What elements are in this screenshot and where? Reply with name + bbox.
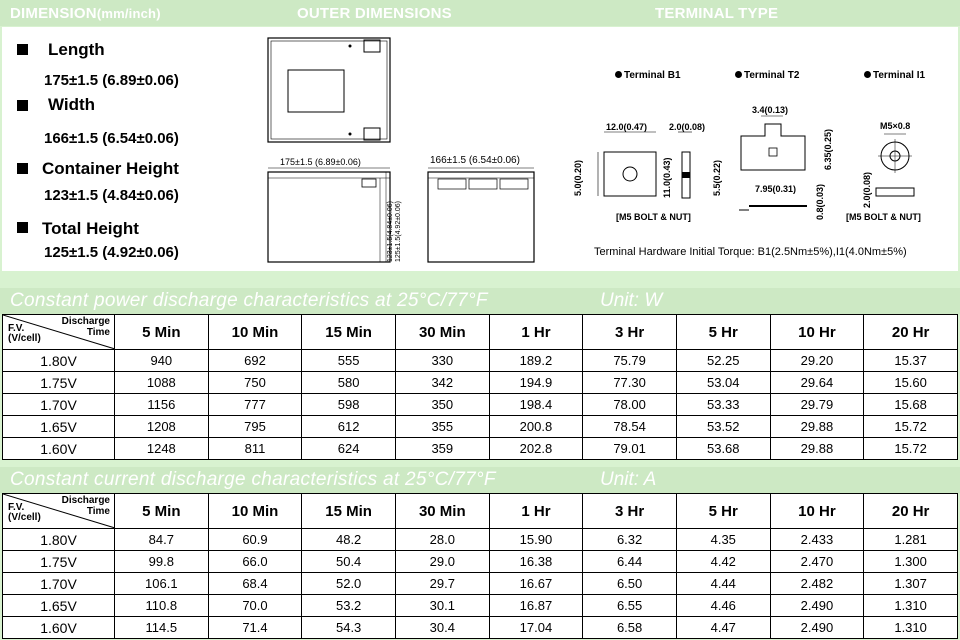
value-cell: 52.0 [302, 573, 396, 595]
terminal-t2-drawing [735, 100, 845, 220]
bullet-square-icon [17, 222, 28, 233]
value-cell: 2.482 [770, 573, 864, 595]
torque-note: Terminal Hardware Initial Torque: B1(2.5Nm±5%),I1(4.0Nm±5%) [594, 246, 907, 258]
total-height-value: 125±1.5 (4.92±0.06) [44, 244, 179, 261]
column-header: 5 Min [115, 315, 209, 350]
value-cell: 78.00 [583, 394, 677, 416]
container-height-label: Container Height [42, 159, 179, 178]
table-corner-cell [3, 315, 115, 350]
column-header: 15 Min [302, 315, 396, 350]
value-cell: 84.7 [115, 529, 209, 551]
value-cell: 16.67 [489, 573, 583, 595]
table-row [3, 595, 958, 617]
power-section-title: Constant power discharge characteristics at 25°C/77°F [10, 290, 488, 311]
value-cell: 15.37 [864, 350, 958, 372]
corner-discharge-label: Discharge [61, 495, 110, 506]
value-cell: 624 [302, 438, 396, 460]
final-voltage-cell: 1.75V [3, 372, 115, 394]
value-cell: 60.9 [208, 529, 302, 551]
column-header: 30 Min [395, 494, 489, 529]
terminal-i1-drawing [846, 116, 956, 228]
value-cell: 330 [395, 350, 489, 372]
corner-fv-unit: (V/cell) [8, 512, 41, 523]
value-cell: 79.01 [583, 438, 677, 460]
corner-time-label: Time [86, 327, 110, 338]
value-cell: 66.0 [208, 551, 302, 573]
value-cell: 29.7 [395, 573, 489, 595]
value-cell: 29.88 [770, 438, 864, 460]
column-header: 20 Hr [864, 494, 958, 529]
value-cell: 811 [208, 438, 302, 460]
dimension-heading [10, 5, 161, 22]
value-cell: 29.79 [770, 394, 864, 416]
corner-fv-label [8, 503, 41, 523]
table-row [3, 394, 958, 416]
column-header: 20 Hr [864, 315, 958, 350]
value-cell: 940 [115, 350, 209, 372]
value-cell: 612 [302, 416, 396, 438]
value-cell: 53.2 [302, 595, 396, 617]
column-header: 5 Min [115, 494, 209, 529]
value-cell: 4.42 [676, 551, 770, 573]
total-height-label: Total Height [42, 219, 139, 238]
terminal-b1-drawing [570, 118, 735, 228]
value-cell: 350 [395, 394, 489, 416]
bullet-dot-icon [864, 71, 871, 78]
value-cell: 1.310 [864, 595, 958, 617]
value-cell: 106.1 [115, 573, 209, 595]
container-height-value: 123±1.5 (4.84±0.06) [44, 187, 179, 204]
value-cell: 355 [395, 416, 489, 438]
value-cell: 750 [208, 372, 302, 394]
value-cell: 342 [395, 372, 489, 394]
column-header: 1 Hr [489, 315, 583, 350]
value-cell: 29.64 [770, 372, 864, 394]
bullet-square-icon [17, 100, 28, 111]
corner-fv-label [8, 324, 41, 344]
value-cell: 189.2 [489, 350, 583, 372]
final-voltage-cell: 1.80V [3, 350, 115, 372]
value-cell: 4.47 [676, 617, 770, 639]
b1-h2-text: 11.0(0.43) [662, 157, 672, 198]
value-cell: 194.9 [489, 372, 583, 394]
value-cell: 30.1 [395, 595, 489, 617]
value-cell: 16.38 [489, 551, 583, 573]
table-corner-cell [3, 494, 115, 529]
value-cell: 114.5 [115, 617, 209, 639]
current-section-band [0, 467, 960, 493]
value-cell: 6.32 [583, 529, 677, 551]
value-cell: 71.4 [208, 617, 302, 639]
column-header: 3 Hr [583, 315, 677, 350]
width-label: Width [48, 95, 96, 114]
current-discharge-table [2, 493, 958, 639]
dimension-heading-label: DIMENSION [10, 5, 97, 22]
value-cell: 2.490 [770, 595, 864, 617]
value-cell: 16.87 [489, 595, 583, 617]
current-section-title: Constant current discharge characteristics at 25°C/77°F [10, 469, 496, 490]
column-header: 3 Hr [583, 494, 677, 529]
corner-fv-unit: (V/cell) [8, 333, 41, 344]
power-section-band [0, 288, 960, 314]
value-cell: 1088 [115, 372, 209, 394]
i1-bolt-text: [M5 BOLT & NUT] [846, 212, 921, 222]
corner-discharge-label: Discharge [61, 316, 110, 327]
value-cell: 15.72 [864, 416, 958, 438]
t2-h2-text: 0.8(0.03) [815, 183, 825, 220]
height-dim-b-text: 125±1.5(4.92±0.06) [395, 200, 402, 262]
power-section-unit: Unit: W [600, 290, 663, 311]
bullet-square-icon [17, 163, 28, 174]
value-cell: 1.307 [864, 573, 958, 595]
i1-h1-text: 2.0(0.08) [862, 171, 872, 208]
value-cell: 2.490 [770, 617, 864, 639]
b1-h1-text: 5.0(0.20) [573, 159, 583, 196]
column-header: 30 Min [395, 315, 489, 350]
value-cell: 1.281 [864, 529, 958, 551]
dimension-heading-unit: (mm/inch) [96, 6, 161, 21]
value-cell: 15.90 [489, 529, 583, 551]
value-cell: 29.20 [770, 350, 864, 372]
corner-fv-text: F.V. [8, 323, 25, 334]
table-row [3, 372, 958, 394]
value-cell: 795 [208, 416, 302, 438]
value-cell: 198.4 [489, 394, 583, 416]
final-voltage-cell: 1.65V [3, 416, 115, 438]
final-voltage-cell: 1.70V [3, 394, 115, 416]
value-cell: 52.25 [676, 350, 770, 372]
value-cell: 78.54 [583, 416, 677, 438]
outer-dimensions-drawing [262, 30, 552, 270]
t2-w2-text: 7.95(0.31) [755, 184, 797, 194]
width-value: 166±1.5 (6.54±0.06) [44, 130, 179, 147]
value-cell: 1156 [115, 394, 209, 416]
final-voltage-cell: 1.70V [3, 573, 115, 595]
value-cell: 110.8 [115, 595, 209, 617]
value-cell: 17.04 [489, 617, 583, 639]
value-cell: 4.46 [676, 595, 770, 617]
value-cell: 202.8 [489, 438, 583, 460]
b1-w1-text: 12.0(0.47) [606, 122, 648, 132]
final-voltage-cell: 1.80V [3, 529, 115, 551]
value-cell: 6.50 [583, 573, 677, 595]
b1-h3-text: 5.5(0.22) [712, 159, 722, 196]
value-cell: 692 [208, 350, 302, 372]
value-cell: 15.72 [864, 438, 958, 460]
final-voltage-cell: 1.60V [3, 438, 115, 460]
terminal-b1-name: Terminal B1 [624, 70, 681, 81]
value-cell: 29.0 [395, 551, 489, 573]
bullet-dot-icon [615, 71, 622, 78]
column-header: 5 Hr [676, 494, 770, 529]
value-cell: 4.44 [676, 573, 770, 595]
width-dim-text: 166±1.5 (6.54±0.06) [430, 155, 520, 166]
value-cell: 53.52 [676, 416, 770, 438]
table-row [3, 416, 958, 438]
value-cell: 1.300 [864, 551, 958, 573]
corner-fv-text: F.V. [8, 502, 25, 513]
value-cell: 4.35 [676, 529, 770, 551]
final-voltage-cell: 1.60V [3, 617, 115, 639]
value-cell: 53.33 [676, 394, 770, 416]
i1-bolt-size-text: M5×0.8 [880, 121, 911, 131]
terminal-i1-name: Terminal I1 [873, 70, 926, 81]
value-cell: 99.8 [115, 551, 209, 573]
column-header: 10 Hr [770, 494, 864, 529]
value-cell: 777 [208, 394, 302, 416]
table-row [3, 529, 958, 551]
value-cell: 15.60 [864, 372, 958, 394]
value-cell: 29.88 [770, 416, 864, 438]
table-row [3, 438, 958, 460]
table-row [3, 617, 958, 639]
value-cell: 28.0 [395, 529, 489, 551]
value-cell: 580 [302, 372, 396, 394]
height-dim-a-text: 123±1.5(4.84±0.06) [387, 200, 394, 262]
terminal-i1-label [864, 70, 925, 81]
value-cell: 48.2 [302, 529, 396, 551]
terminal-t2-label [735, 70, 799, 81]
final-voltage-cell: 1.75V [3, 551, 115, 573]
outer-dimensions-heading: OUTER DIMENSIONS [297, 5, 452, 22]
value-cell: 15.68 [864, 394, 958, 416]
terminal-b1-label [615, 70, 681, 81]
t2-h1-text: 6.35(0.25) [823, 128, 833, 170]
value-cell: 6.58 [583, 617, 677, 639]
corner-time-label: Time [86, 506, 110, 517]
t2-w1-text: 3.4(0.13) [752, 105, 789, 115]
length-dim-text: 175±1.5 (6.89±0.06) [280, 157, 361, 167]
value-cell: 1.310 [864, 617, 958, 639]
value-cell: 6.44 [583, 551, 677, 573]
length-label: Length [48, 40, 105, 59]
value-cell: 53.04 [676, 372, 770, 394]
column-header: 10 Hr [770, 315, 864, 350]
value-cell: 50.4 [302, 551, 396, 573]
bullet-dot-icon [735, 71, 742, 78]
terminal-t2-name: Terminal T2 [744, 70, 800, 81]
current-section-unit: Unit: A [600, 469, 657, 490]
value-cell: 598 [302, 394, 396, 416]
table-header-row [3, 494, 958, 529]
power-discharge-table [2, 314, 958, 460]
value-cell: 70.0 [208, 595, 302, 617]
table-row [3, 573, 958, 595]
value-cell: 6.55 [583, 595, 677, 617]
column-header: 15 Min [302, 494, 396, 529]
value-cell: 555 [302, 350, 396, 372]
value-cell: 2.433 [770, 529, 864, 551]
value-cell: 75.79 [583, 350, 677, 372]
bullet-square-icon [17, 44, 28, 55]
column-header: 1 Hr [489, 494, 583, 529]
column-header: 10 Min [208, 315, 302, 350]
value-cell: 54.3 [302, 617, 396, 639]
column-header: 10 Min [208, 494, 302, 529]
column-header: 5 Hr [676, 315, 770, 350]
terminal-type-heading: TERMINAL TYPE [655, 5, 779, 22]
value-cell: 30.4 [395, 617, 489, 639]
value-cell: 200.8 [489, 416, 583, 438]
final-voltage-cell: 1.65V [3, 595, 115, 617]
value-cell: 359 [395, 438, 489, 460]
value-cell: 1208 [115, 416, 209, 438]
value-cell: 1248 [115, 438, 209, 460]
value-cell: 77.30 [583, 372, 677, 394]
length-value: 175±1.5 (6.89±0.06) [44, 72, 179, 89]
table-row [3, 350, 958, 372]
value-cell: 2.470 [770, 551, 864, 573]
header-band [0, 0, 960, 26]
b1-bolt-text: [M5 BOLT & NUT] [616, 212, 691, 222]
table-row [3, 551, 958, 573]
table-header-row [3, 315, 958, 350]
value-cell: 53.68 [676, 438, 770, 460]
b1-w2-text: 2.0(0.08) [669, 122, 706, 132]
value-cell: 68.4 [208, 573, 302, 595]
